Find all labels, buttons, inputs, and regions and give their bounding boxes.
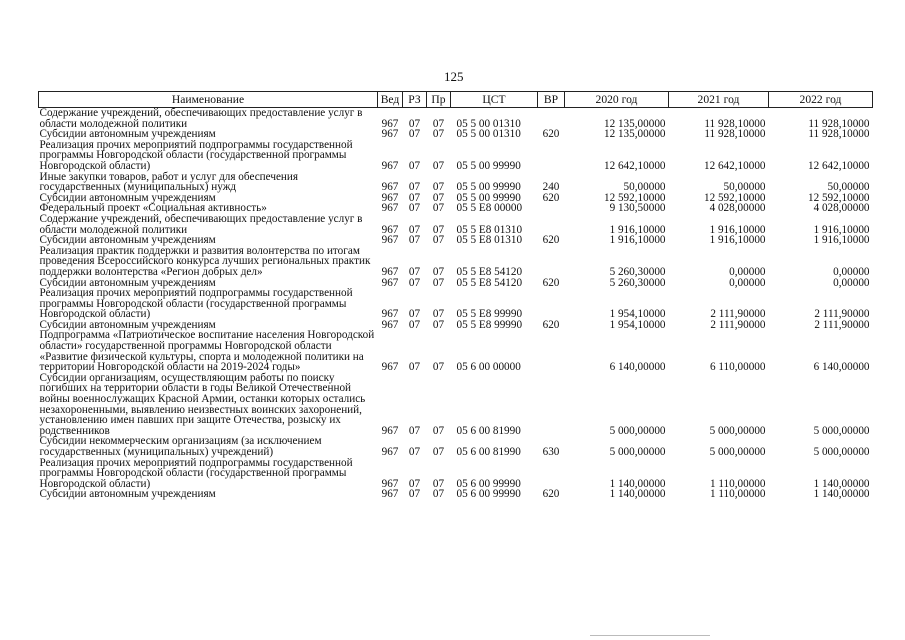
row-2022: 5 000,00000 bbox=[813, 446, 870, 458]
row-2020: 12 135,00000 bbox=[603, 128, 666, 141]
row-ved: 967 bbox=[381, 446, 399, 458]
row-ved: 967 bbox=[381, 181, 399, 194]
row-cst: 05 6 00 00000 bbox=[456, 361, 521, 374]
row-pr: 07 bbox=[432, 488, 445, 501]
row-2021: 1 110,00000 bbox=[709, 488, 766, 501]
row-2021: 5 000,00000 bbox=[709, 446, 766, 458]
row-vr: 620 bbox=[542, 128, 560, 141]
header-name: Наименование bbox=[39, 92, 378, 108]
row-rz: 07 bbox=[408, 424, 421, 437]
row-ved: 967 bbox=[381, 159, 399, 172]
row-name: Субсидии автономным учреждениям bbox=[39, 128, 216, 141]
header-ved: Вед bbox=[378, 92, 403, 108]
row-2021: 0,00000 bbox=[729, 265, 766, 278]
row-pr: 07 bbox=[432, 265, 445, 278]
row-2020: 1 140,00000 bbox=[609, 477, 666, 490]
row-ved: 967 bbox=[381, 128, 399, 141]
row-name: Подпрограмма «Патриотическое воспитание населения Новгородской области» государственной программы Новгородской области «Развитие физической культуры, спорта и молодежной политики на территории Новгородской области на 2019-2024 годы» bbox=[39, 329, 375, 374]
row-rz: 07 bbox=[408, 159, 421, 172]
row-ved: 967 bbox=[381, 477, 399, 490]
header-rz: РЗ bbox=[403, 92, 427, 108]
table-row bbox=[39, 172, 873, 193]
row-name: Реализация прочих мероприятий подпрограммы государственной программы Новгородской области (государственной программы Новгородской области) bbox=[39, 287, 353, 321]
row-2021: 12 592,10000 bbox=[703, 191, 766, 204]
row-name: Реализация практик поддержки и развития волонтерства по итогам проведения Всероссийского конкурса лучших региональных практик поддержки волонтерства «Регион добрых дел» bbox=[39, 244, 371, 278]
row-2020: 1 954,10000 bbox=[609, 308, 666, 321]
row-rz: 07 bbox=[408, 488, 421, 501]
row-ved: 967 bbox=[381, 234, 399, 247]
row-2020: 9 130,50000 bbox=[609, 202, 666, 215]
row-rz: 07 bbox=[408, 361, 421, 374]
row-cst: 05 6 00 81990 bbox=[456, 424, 521, 437]
table-body bbox=[39, 108, 873, 500]
row-rz: 07 bbox=[408, 181, 421, 194]
row-pr: 07 bbox=[432, 308, 445, 321]
row-2022: 4 028,00000 bbox=[813, 202, 870, 215]
row-cst: 05 5 E8 01310 bbox=[456, 234, 523, 247]
row-2020: 5 000,00000 bbox=[609, 446, 666, 458]
row-cst: 05 5 E8 54120 bbox=[456, 265, 523, 278]
row-name: Субсидии некоммерческим организациям (за исключением государственных (муниципальных) учреждений) bbox=[39, 435, 322, 458]
row-ved: 967 bbox=[381, 265, 399, 278]
row-2021: 11 928,10000 bbox=[704, 117, 766, 130]
row-pr: 07 bbox=[432, 477, 445, 490]
header-cst: ЦСТ bbox=[451, 92, 538, 108]
scan-artifact bbox=[590, 635, 710, 636]
row-cst: 05 5 E8 00000 bbox=[456, 202, 523, 215]
row-rz: 07 bbox=[408, 318, 421, 331]
row-vr bbox=[538, 203, 565, 214]
row-vr: 630 bbox=[542, 446, 560, 458]
row-pr: 07 bbox=[432, 128, 445, 141]
row-rz: 07 bbox=[408, 276, 421, 289]
row-2020: 6 140,00000 bbox=[609, 361, 666, 374]
row-vr bbox=[538, 373, 565, 437]
row-pr: 07 bbox=[432, 191, 445, 204]
row-ved: 967 bbox=[381, 361, 399, 374]
table-row bbox=[39, 436, 873, 457]
row-vr bbox=[538, 288, 565, 320]
row-ved: 967 bbox=[381, 202, 399, 215]
row-name: Субсидии организациям, осуществляющим работы по поиску погибших на территории области в годы Великой Отечественной войны военнослужащих Красной Армии, останки которых остались незахороненными, выявлению неизвестных воинских захоронений, установлению имен павших при защите Отечества, розыску их родственников bbox=[39, 371, 366, 437]
row-2022: 2 111,90000 bbox=[814, 308, 870, 321]
row-2022: 1 140,00000 bbox=[813, 488, 870, 501]
row-2020: 5 000,00000 bbox=[609, 424, 666, 437]
row-2020: 1 916,10000 bbox=[609, 234, 666, 247]
row-pr: 07 bbox=[432, 223, 445, 236]
row-2022: 1 140,00000 bbox=[813, 477, 870, 490]
row-rz: 07 bbox=[408, 446, 421, 458]
row-rz: 07 bbox=[408, 265, 421, 278]
table-row bbox=[39, 330, 873, 372]
row-vr bbox=[538, 246, 565, 278]
row-pr: 07 bbox=[432, 446, 445, 458]
table-row bbox=[39, 108, 873, 130]
page-number: 125 bbox=[444, 69, 464, 84]
row-name: Содержание учреждений, обеспечивающих предоставление услуг в области молодежной политики bbox=[39, 212, 363, 236]
row-vr: 620 bbox=[542, 191, 560, 204]
row-name: Субсидии автономным учреждениям bbox=[39, 488, 216, 501]
row-cst: 05 6 00 99990 bbox=[456, 477, 521, 490]
row-vr bbox=[538, 330, 565, 372]
row-vr: 620 bbox=[542, 488, 560, 501]
row-2022: 0,00000 bbox=[833, 265, 870, 278]
row-vr: 620 bbox=[542, 318, 560, 331]
row-cst: 05 5 00 99990 bbox=[456, 159, 521, 172]
row-2021: 1 916,10000 bbox=[709, 234, 766, 247]
row-2020: 50,00000 bbox=[623, 181, 666, 194]
row-2020: 5 260,30000 bbox=[609, 276, 666, 289]
row-2022: 12 642,10000 bbox=[807, 159, 870, 172]
row-ved: 967 bbox=[381, 276, 399, 289]
row-2021: 2 111,90000 bbox=[710, 318, 766, 331]
row-rz: 07 bbox=[408, 191, 421, 204]
row-2020: 5 260,30000 bbox=[609, 265, 666, 278]
row-name: Реализация прочих мероприятий подпрограммы государственной программы Новгородской области (государственной программы Новгородской области) bbox=[39, 456, 353, 490]
row-cst: 05 5 00 99990 bbox=[456, 191, 521, 204]
header-2020: 2020 год bbox=[565, 92, 669, 108]
row-2022: 0,00000 bbox=[833, 276, 870, 289]
row-pr: 07 bbox=[432, 181, 445, 194]
table-row bbox=[39, 373, 873, 437]
row-pr: 07 bbox=[432, 117, 445, 130]
row-2022: 2 111,90000 bbox=[814, 318, 870, 331]
row-2021: 50,00000 bbox=[723, 181, 766, 194]
row-pr: 07 bbox=[432, 159, 445, 172]
row-2022: 1 916,10000 bbox=[813, 223, 870, 236]
row-cst: 05 5 00 01310 bbox=[456, 128, 521, 141]
row-2020: 1 140,00000 bbox=[609, 488, 666, 501]
row-cst: 05 5 00 01310 bbox=[456, 117, 521, 130]
row-2022: 5 000,00000 bbox=[813, 424, 870, 437]
row-2021: 4 028,00000 bbox=[709, 202, 766, 215]
row-vr: 620 bbox=[542, 234, 560, 247]
row-pr: 07 bbox=[432, 361, 445, 374]
row-vr: 240 bbox=[542, 181, 560, 194]
row-2021: 0,00000 bbox=[729, 276, 766, 289]
row-name: Иные закупки товаров, работ и услуг для обеспечения государственных (муниципальных) нужд bbox=[39, 170, 299, 194]
row-cst: 05 5 00 99990 bbox=[456, 181, 521, 194]
budget-table bbox=[38, 91, 873, 500]
row-2021: 12 642,10000 bbox=[703, 159, 766, 172]
row-vr: 620 bbox=[542, 276, 560, 289]
row-vr bbox=[538, 140, 565, 172]
row-rz: 07 bbox=[408, 308, 421, 321]
row-2021: 5 000,00000 bbox=[709, 424, 766, 437]
row-rz: 07 bbox=[408, 477, 421, 490]
row-ved: 967 bbox=[381, 308, 399, 321]
row-2020: 1 954,10000 bbox=[609, 318, 666, 331]
row-pr: 07 bbox=[432, 202, 445, 215]
row-name: Содержание учреждений, обеспечивающих предоставление услуг в области молодежной политики bbox=[39, 107, 363, 130]
row-ved: 967 bbox=[381, 117, 399, 130]
row-2022: 50,00000 bbox=[827, 181, 870, 194]
header-2021: 2021 год bbox=[669, 92, 769, 108]
row-ved: 967 bbox=[381, 318, 399, 331]
row-rz: 07 bbox=[408, 128, 421, 141]
row-2021: 1 110,00000 bbox=[709, 477, 766, 490]
row-rz: 07 bbox=[408, 202, 421, 215]
row-name: Федеральный проект «Социальная активность» bbox=[39, 202, 267, 215]
table-row bbox=[39, 489, 873, 500]
row-cst: 05 5 E8 99990 bbox=[456, 308, 523, 321]
row-cst: 05 5 E8 01310 bbox=[456, 223, 523, 236]
row-rz: 07 bbox=[408, 234, 421, 247]
row-2021: 1 916,10000 bbox=[709, 223, 766, 236]
row-vr bbox=[538, 458, 565, 490]
row-2022: 12 592,10000 bbox=[807, 191, 870, 204]
row-cst: 05 6 00 99990 bbox=[456, 488, 521, 501]
row-name: Субсидии автономным учреждениям bbox=[39, 191, 216, 204]
row-2021: 6 110,00000 bbox=[709, 361, 766, 374]
row-pr: 07 bbox=[432, 234, 445, 247]
table-row bbox=[39, 288, 873, 320]
row-2022: 6 140,00000 bbox=[813, 361, 870, 374]
row-vr bbox=[538, 214, 565, 235]
row-cst: 05 6 00 81990 bbox=[456, 446, 521, 458]
row-name: Реализация прочих мероприятий подпрограммы государственной программы Новгородской области (государственной программы Новгородской области) bbox=[39, 138, 353, 172]
table-header-row bbox=[39, 92, 873, 108]
row-ved: 967 bbox=[381, 488, 399, 501]
row-pr: 07 bbox=[432, 276, 445, 289]
row-ved: 967 bbox=[381, 191, 399, 204]
row-2020: 1 916,10000 bbox=[609, 223, 666, 236]
row-2021: 2 111,90000 bbox=[710, 308, 766, 321]
row-pr: 07 bbox=[432, 318, 445, 331]
row-2021: 11 928,10000 bbox=[704, 128, 766, 141]
header-2022: 2022 год bbox=[769, 92, 873, 108]
row-name: Субсидии автономным учреждениям bbox=[39, 276, 216, 289]
row-2020: 12 135,00000 bbox=[603, 117, 666, 130]
table-row bbox=[39, 214, 873, 235]
row-2022: 11 928,10000 bbox=[808, 128, 870, 141]
row-2022: 11 928,10000 bbox=[808, 117, 870, 130]
table-row bbox=[39, 246, 873, 278]
row-cst: 05 5 E8 54120 bbox=[456, 276, 523, 289]
row-name: Субсидии автономным учреждениям bbox=[39, 234, 216, 247]
row-2022: 1 916,10000 bbox=[813, 234, 870, 247]
row-ved: 967 bbox=[381, 223, 399, 236]
row-name: Субсидии автономным учреждениям bbox=[39, 318, 216, 331]
table-row bbox=[39, 140, 873, 172]
row-rz: 07 bbox=[408, 117, 421, 130]
row-ved: 967 bbox=[381, 424, 399, 437]
header-vr: ВР bbox=[538, 92, 565, 108]
row-vr bbox=[538, 108, 565, 130]
header-pr: Пр bbox=[427, 92, 451, 108]
row-rz: 07 bbox=[408, 223, 421, 236]
row-pr: 07 bbox=[432, 424, 445, 437]
row-2020: 12 642,10000 bbox=[603, 159, 666, 172]
row-cst: 05 5 E8 99990 bbox=[456, 318, 523, 331]
row-2020: 12 592,10000 bbox=[603, 191, 666, 204]
table-row bbox=[39, 458, 873, 490]
